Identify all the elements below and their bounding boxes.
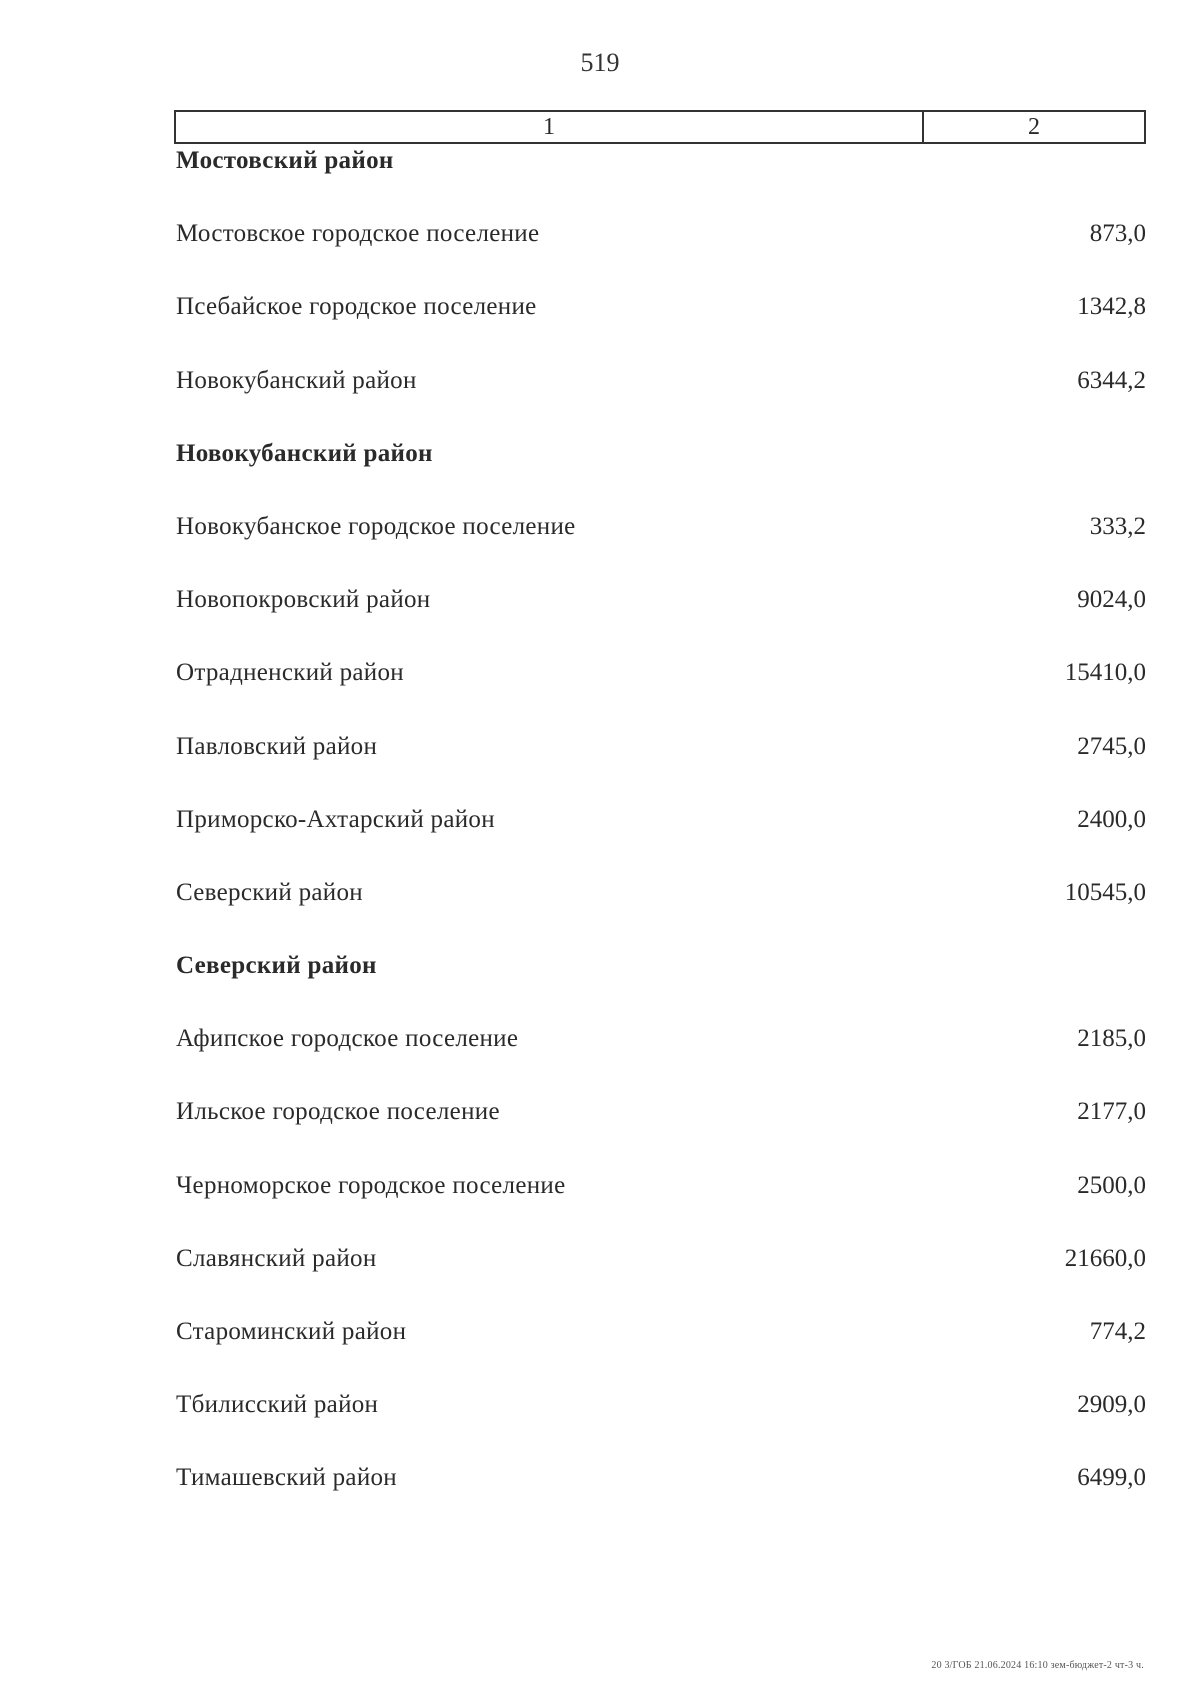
row-name: Новопокровский район xyxy=(176,586,431,614)
row-name: Псебайское городское поселение xyxy=(176,293,537,321)
table-row xyxy=(176,878,1146,951)
row-value: 2400,0 xyxy=(1077,805,1146,833)
footer-stamp: 20 3/ГОБ 21.06.2024 16:10 зем-бюджет-2 чт-3 ч. xyxy=(931,1660,1144,1671)
data-table xyxy=(176,146,1146,1537)
table-row xyxy=(176,1024,1146,1097)
table-row xyxy=(176,512,1146,585)
section-heading: Мостовский район xyxy=(176,147,394,174)
row-name: Черноморское городское поселение xyxy=(176,1171,566,1199)
row-value: 21660,0 xyxy=(1064,1244,1146,1272)
row-value: 333,2 xyxy=(1089,512,1146,540)
table-row xyxy=(176,292,1146,365)
row-name: Тбилисский район xyxy=(176,1391,379,1419)
row-value: 6344,2 xyxy=(1077,366,1146,394)
row-value: 15410,0 xyxy=(1064,659,1146,687)
section-heading: Северский район xyxy=(176,952,377,980)
row-value: 2185,0 xyxy=(1077,1025,1146,1053)
row-value: 774,2 xyxy=(1089,1318,1146,1345)
row-name: Афипское городское поселение xyxy=(176,1025,519,1053)
table-row xyxy=(176,805,1146,878)
section-heading-row xyxy=(176,439,1146,512)
table-row xyxy=(176,366,1146,439)
table-row xyxy=(176,1317,1146,1390)
table-row xyxy=(176,1244,1146,1317)
row-value: 9024,0 xyxy=(1077,586,1146,614)
table-row xyxy=(176,1463,1146,1536)
row-value: 2745,0 xyxy=(1077,732,1146,760)
row-name: Тимашевский район xyxy=(176,1464,397,1492)
row-name: Павловский район xyxy=(176,732,378,760)
row-name: Приморско-Ахтарский район xyxy=(176,805,495,833)
row-value: 2500,0 xyxy=(1077,1171,1146,1199)
page-number: 519 xyxy=(580,48,620,77)
section-heading-row xyxy=(176,951,1146,1024)
table-row xyxy=(176,585,1146,658)
row-value: 1342,8 xyxy=(1077,293,1146,321)
row-value: 873,0 xyxy=(1089,220,1146,248)
table-row xyxy=(176,1171,1146,1244)
column-header-1: 1 xyxy=(176,112,924,142)
row-value: 2909,0 xyxy=(1077,1391,1146,1419)
table-row xyxy=(176,732,1146,805)
row-name: Северский район xyxy=(176,878,363,906)
table-row xyxy=(176,658,1146,731)
row-value: 6499,0 xyxy=(1077,1464,1146,1492)
column-header-2: 2 xyxy=(1028,114,1040,140)
row-name: Новокубанское городское поселение xyxy=(176,512,576,540)
row-value: 2177,0 xyxy=(1077,1098,1146,1126)
table-row xyxy=(176,219,1146,292)
row-name: Славянский район xyxy=(176,1244,377,1272)
row-value: 10545,0 xyxy=(1064,878,1146,906)
section-heading-row xyxy=(176,146,1146,219)
row-name: Отрадненский район xyxy=(176,659,404,687)
row-name: Ильское городское поселение xyxy=(176,1098,500,1126)
row-name: Староминский район xyxy=(176,1318,407,1345)
row-name: Новокубанский район xyxy=(176,366,417,394)
table-row xyxy=(176,1097,1146,1170)
column-header-row xyxy=(174,110,1146,144)
row-name: Мостовское городское поселение xyxy=(176,220,540,248)
section-heading: Новокубанский район xyxy=(176,439,433,467)
table-row xyxy=(176,1390,1146,1463)
